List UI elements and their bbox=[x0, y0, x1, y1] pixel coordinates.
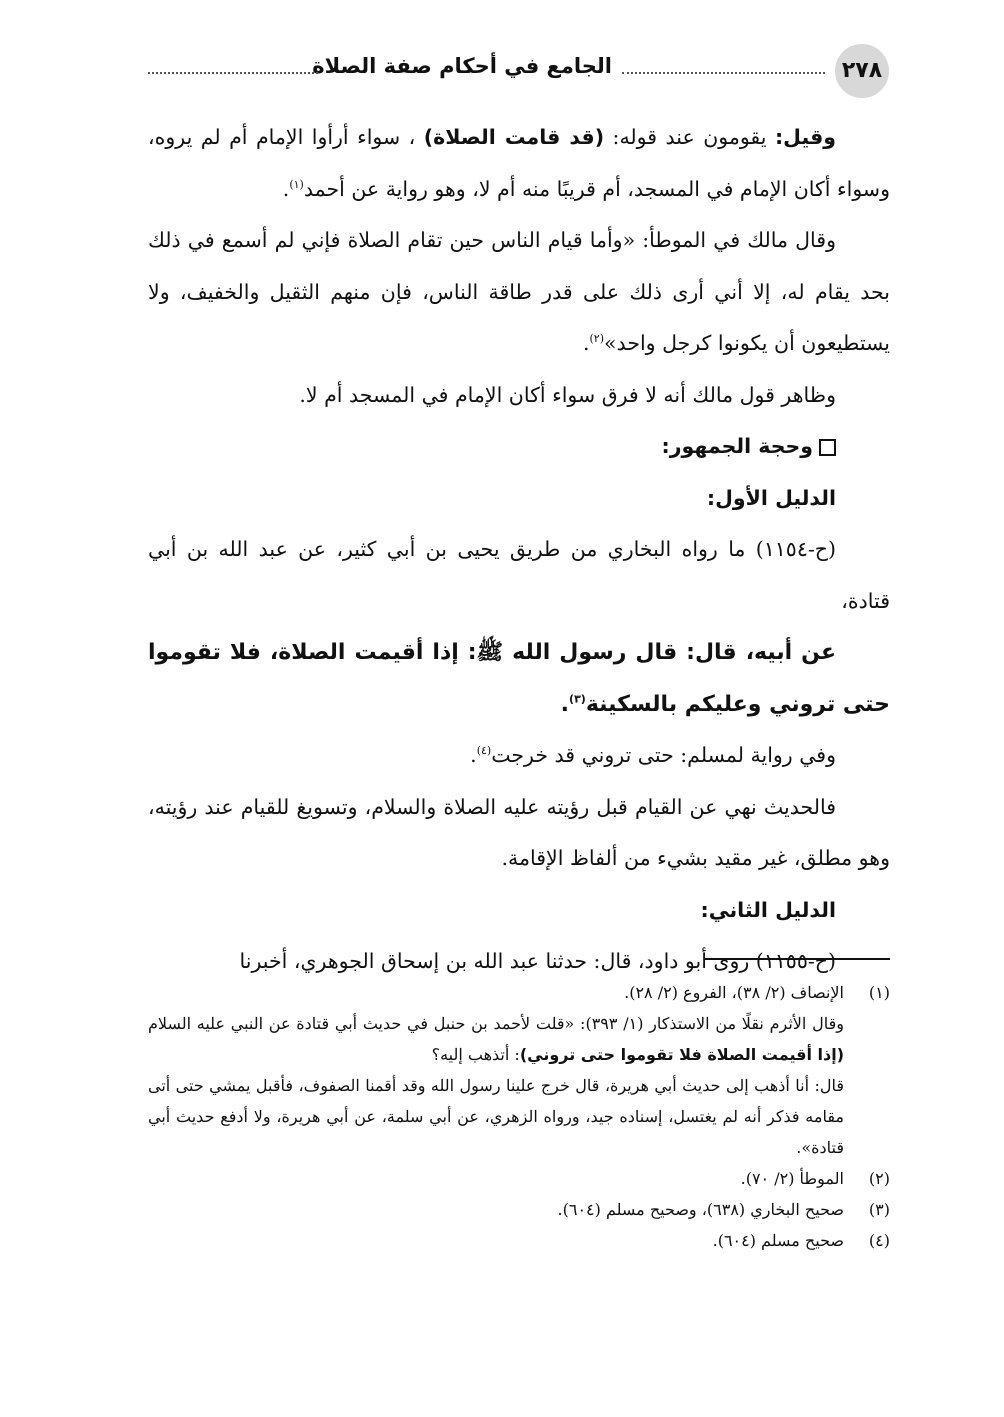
footnote-3 bbox=[148, 1194, 890, 1225]
quoted-phrase: (قد قامت الصلاة) bbox=[423, 125, 605, 149]
footnotes bbox=[148, 977, 890, 1256]
paragraph-explanation: فالحديث نهي عن القيام قبل رؤيته عليه الصلاة والسلام، وتسويغ للقيام عند رؤيته، وهو مطلق، غير مقيد بشيء من ألفاظ الإقامة. bbox=[148, 794, 890, 870]
footnote-text: الموطأ (٢/ ٧٠). bbox=[740, 1169, 844, 1188]
paragraph-malik: وقال مالك في الموطأ: «وأما قيام الناس حين تقام الصلاة فإني لم أسمع في ذلك بحد يقام له، إلا أني أرى ذلك على قدر طاقة الناس، فإن منهم الثقيل والخفيف، ولا يستطيعون أن يكونوا كرجل واحد»$^{(٢)}$. bbox=[148, 228, 890, 355]
heading-second-evidence: الدليل الثاني: bbox=[700, 897, 836, 922]
footnote-divider bbox=[705, 958, 890, 960]
footnote-text: صحيح مسلم (٦٠٤). bbox=[712, 1231, 844, 1250]
footnote-2 bbox=[148, 1163, 890, 1194]
footnote-ref-2[interactable]: (٢) bbox=[589, 332, 605, 346]
running-header bbox=[0, 44, 1004, 104]
footnote-number: (٣) bbox=[868, 1200, 890, 1219]
footnote-4 bbox=[148, 1225, 890, 1256]
lead-word: وقيل: bbox=[774, 125, 836, 149]
footnote-ref-3[interactable]: (٣) bbox=[569, 692, 586, 706]
paragraph-zahir: وظاهر قول مالك أنه لا فرق سواء أكان الإمام في المسجد أم لا. bbox=[299, 382, 836, 407]
footnote-1 bbox=[148, 977, 890, 1008]
footnote-1-continuation-2: قال: أنا أذهب إلى حديث أبي هريرة، قال خرج علينا رسول الله وقد أقمنا الصفوف، فأقبل يمشي حتى أتى مقامه فذكر أنه لم يغتسل، إسناده جيد، ورواه الزهري، عن أبي سلمة، عن أبي هريرة، ولا أدفع حديث أبي قتادة». bbox=[148, 1076, 844, 1157]
footnote-number: (٤) bbox=[868, 1231, 890, 1250]
paragraph-hadith-1154: (ح-١١٥٤) ما رواه البخاري من طريق يحيى بن أبي كثير، عن عبد الله بن أبي قتادة، bbox=[148, 537, 890, 613]
footnote-number: (١) bbox=[868, 983, 890, 1002]
page-number-badge: ٢٧٨ bbox=[835, 44, 889, 98]
footnote-number: (٢) bbox=[868, 1169, 890, 1188]
paragraph-muslim-narration: وفي رواية لمسلم: حتى تروني قد خرجت$^{(٤)}$. bbox=[470, 743, 836, 767]
footnote-1-continuation: وقال الأثرم نقلًا من الاستذكار (١/ ٣٩٣): «قلت لأحمد بن حنبل في حديث أبي قتادة عن النبي عليه السلام (إذا أقيمت الصلاة فلا تقوموا حتى تروني): أتذهب إليه؟ bbox=[148, 1014, 844, 1064]
footnote-text: صحيح البخاري (٦٣٨)، وصحيح مسلم (٦٠٤). bbox=[557, 1200, 844, 1219]
paragraph-hadith-1155: (ح-١١٥٥) روى أبو داود، قال: حدثنا عبد الله بن إسحاق الجوهري، أخبرنا bbox=[239, 949, 836, 973]
header-dotted-rule-right bbox=[622, 72, 825, 74]
footnote-ref-1[interactable]: (١) bbox=[289, 177, 304, 191]
running-title: الجامع في أحكام صفة الصلاة bbox=[312, 54, 612, 78]
footnote-text: الإنصاف (٢/ ٣٨)، الفروع (٢/ ٢٨). bbox=[624, 983, 844, 1002]
footnote-ref-4[interactable]: (٤) bbox=[476, 744, 492, 758]
paragraph-qila: وقيل: يقومون عند قوله: (قد قامت الصلاة) ، سواء أرأوا الإمام أم لم يروه، وسواء أكان الإمام في المسجد، أم قريبًا منه أم لا، وهو رواية عن أحمد$^{(١)}$. bbox=[148, 125, 890, 201]
section-heading-jumhur: وحجة الجمهور: bbox=[148, 421, 890, 473]
hadith-text: عن أبيه، قال: قال رسول الله ﷺ: إذا أقيمت الصلاة، فلا تقوموا حتى تروني وعليكم بالسكينة$^{(٣)}$. bbox=[148, 640, 890, 717]
header-dotted-rule-left bbox=[148, 72, 318, 74]
heading-first-evidence: الدليل الأول: bbox=[706, 485, 836, 510]
square-bullet-icon bbox=[819, 439, 836, 456]
main-text bbox=[148, 112, 890, 988]
